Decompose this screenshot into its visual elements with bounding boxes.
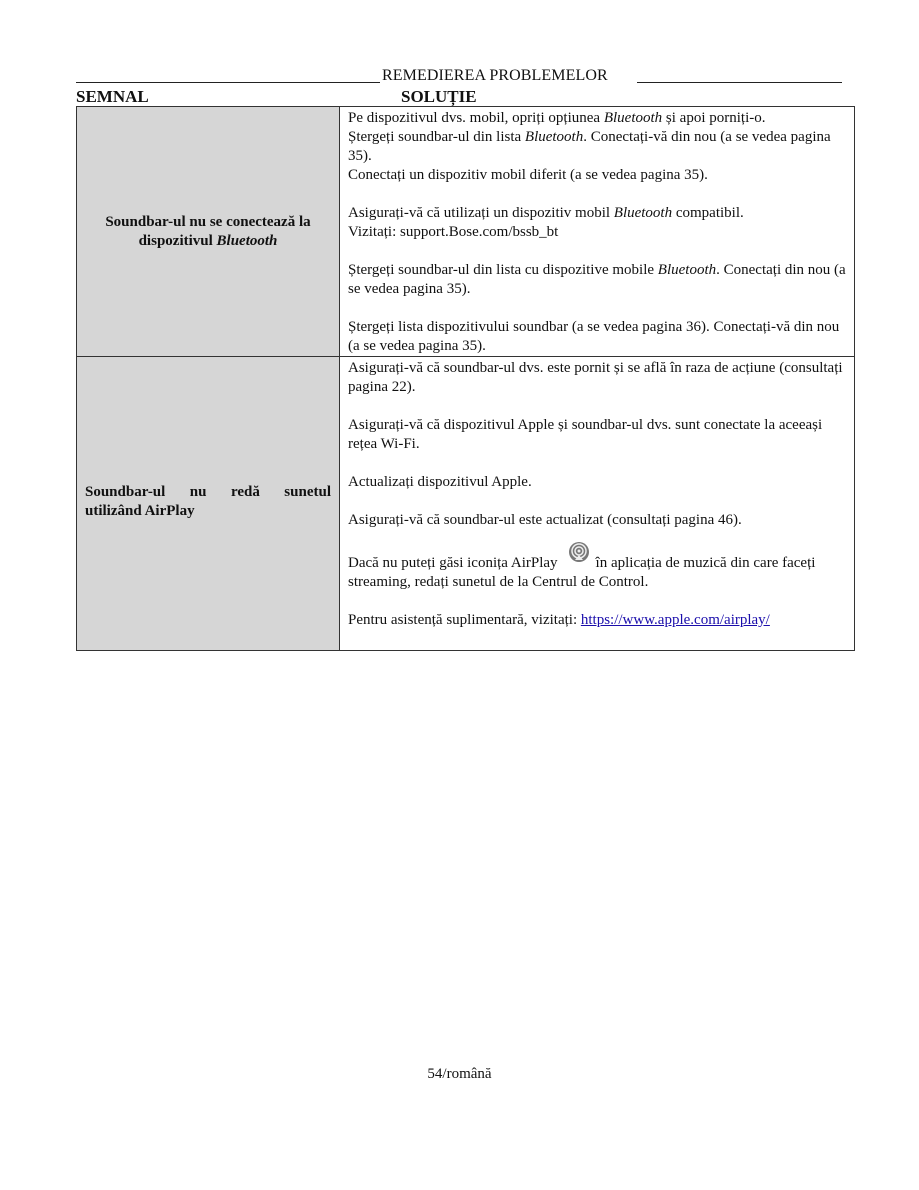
signal-cell [77, 357, 340, 651]
solution-paragraph: Dacă nu puteți găsi iconița AirPlay în aplicația de muzică din care faceți streaming, redați sunetul de la Centrul de Control. [348, 549, 846, 592]
solution-paragraph: Asigurați-vă că soundbar-ul este actualizat (consultați pagina 46). [348, 512, 742, 528]
signal-text: Soundbar-ul nu redă sunetul [85, 483, 331, 500]
solution-paragraph: Asigurați-vă că dispozitivul Apple și soundbar-ul dvs. sunt conectate la aceeași rețea Wi-Fi. [348, 417, 823, 452]
solution-cell [340, 357, 855, 651]
airplay-icon [568, 541, 590, 563]
airplay-link[interactable]: https://www.apple.com/airplay/ [580, 612, 770, 628]
solution-paragraph: Asigurați-vă că utilizați un dispozitiv mobil Bluetooth compatibil. [348, 205, 744, 221]
solution-paragraph: Ștergeți soundbar-ul din lista cu dispozitive mobile Bluetooth. Conectați din nou (a se vedea pagina 35). [348, 262, 846, 297]
column-header-solution: SOLUȚIE [401, 87, 477, 106]
table-row [77, 357, 855, 651]
solution-paragraph: Conectați un dispozitiv mobil diferit (a se vedea pagina 35). [348, 167, 708, 183]
troubleshooting-table [76, 106, 855, 651]
solution-paragraph: Ștergeți lista dispozitivului soundbar (a se vedea pagina 36). Conectați-vă din nou (a se vedea pagina 35). [348, 319, 840, 354]
solution-paragraph: Pe dispozitivul dvs. mobil, opriți opțiunea Bluetooth și apoi porniți-o. [348, 110, 766, 126]
solution-paragraph: Asigurați-vă că soundbar-ul dvs. este pornit și se află în raza de acțiune (consultați pagina 22). [348, 360, 843, 395]
page-number: 54/română [427, 1066, 492, 1082]
solution-paragraph: Ștergeți soundbar-ul din lista Bluetooth. Conectați-vă din nou (a se vedea pagina 35). [348, 129, 831, 164]
header-rule-right [637, 82, 842, 83]
signal-cell [77, 107, 340, 357]
page-header [76, 68, 842, 84]
signal-text: utilizând AirPlay [85, 502, 195, 519]
column-header-signal: SEMNAL [76, 87, 149, 106]
solution-paragraph: Pentru asistență suplimentară, vizitați: https://www.apple.com/airplay/ [348, 612, 770, 628]
header-rule-left [76, 82, 380, 83]
signal-text-italic: Bluetooth [216, 232, 278, 249]
solution-paragraph: Actualizați dispozitivul Apple. [348, 474, 532, 490]
page-title: REMEDIEREA PROBLEMELOR [382, 67, 608, 84]
solution-paragraph: Vizitați: support.Bose.com/bssb_bt [348, 224, 559, 240]
table-row [77, 107, 855, 357]
signal-text: dispozitivul [138, 232, 217, 249]
solution-cell [340, 107, 855, 357]
signal-text: Soundbar-ul nu se conectează la [105, 213, 311, 230]
